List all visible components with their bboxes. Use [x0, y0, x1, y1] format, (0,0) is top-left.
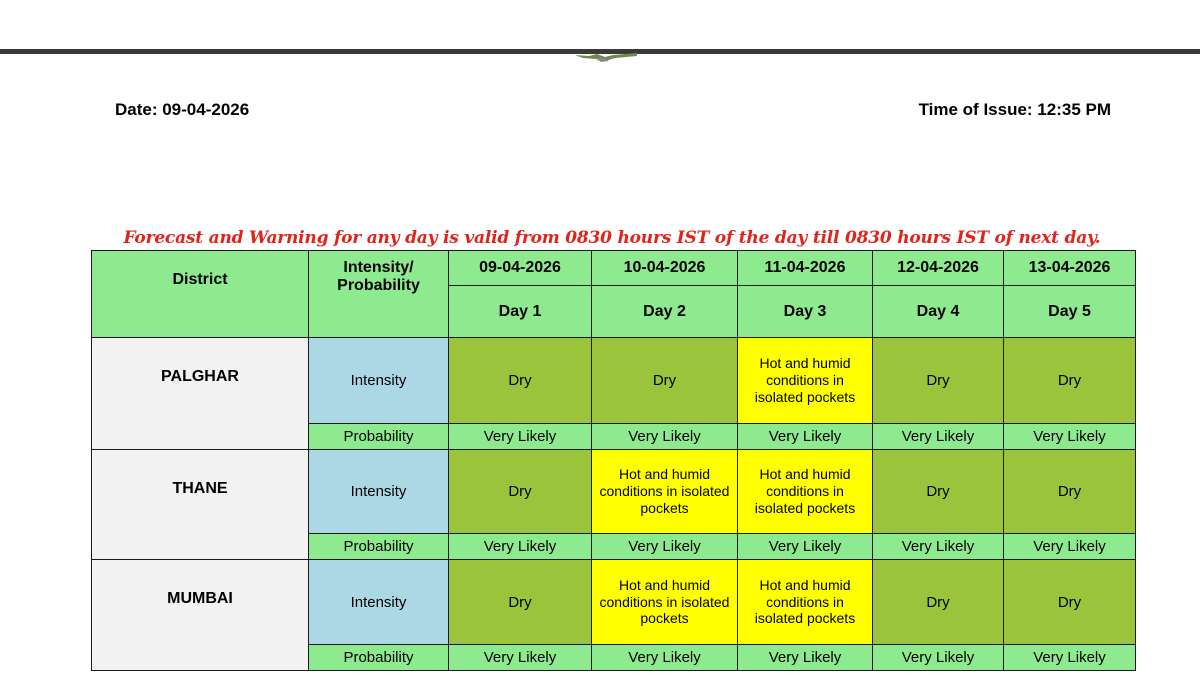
probability-cell: Very Likely: [1004, 645, 1136, 671]
intensity-probability-header: Intensity/ Probability: [309, 251, 449, 338]
date-header: 13-04-2026: [1004, 251, 1136, 286]
intensity-cell: Dry: [873, 450, 1004, 534]
probability-cell: Very Likely: [449, 534, 592, 560]
intensity-cell: Dry: [449, 338, 592, 424]
probability-cell: Very Likely: [592, 534, 738, 560]
intensity-cell: Hot and humid conditions in isolated pockets: [738, 560, 873, 645]
probability-cell: Very Likely: [449, 424, 592, 450]
probability-cell: Very Likely: [873, 424, 1004, 450]
district-name: THANE: [92, 450, 309, 560]
district-name: MUMBAI: [92, 560, 309, 671]
intensity-cell: Dry: [449, 560, 592, 645]
intensity-cell: Dry: [449, 450, 592, 534]
probability-label: Probability: [309, 424, 449, 450]
probability-cell: Very Likely: [738, 534, 873, 560]
probability-cell: Very Likely: [592, 424, 738, 450]
probability-cell: Very Likely: [873, 645, 1004, 671]
day-header: Day 1: [449, 286, 592, 338]
table-row: [92, 450, 1136, 534]
day-header: Day 5: [1004, 286, 1136, 338]
probability-cell: Very Likely: [1004, 534, 1136, 560]
intensity-label: Intensity: [309, 560, 449, 645]
intensity-label: Intensity: [309, 450, 449, 534]
date-header: 10-04-2026: [592, 251, 738, 286]
table-row: [92, 560, 1136, 645]
intensity-cell: Hot and humid conditions in isolated pockets: [592, 560, 738, 645]
validity-note: Forecast and Warning for any day is valid from 0830 hours IST of the day till 0830 hours IST of next day.: [123, 228, 1101, 248]
district-name: PALGHAR: [92, 338, 309, 450]
intensity-cell: Dry: [873, 560, 1004, 645]
intensity-cell: Hot and humid conditions in isolated pockets: [738, 450, 873, 534]
day-header: Day 3: [738, 286, 873, 338]
issue-date: Date: 09-04-2026: [115, 100, 250, 119]
day-header: Day 2: [592, 286, 738, 338]
intensity-cell: Dry: [1004, 338, 1136, 424]
probability-cell: Very Likely: [592, 645, 738, 671]
probability-cell: Very Likely: [873, 534, 1004, 560]
probability-cell: Very Likely: [1004, 424, 1136, 450]
date-header: 11-04-2026: [738, 251, 873, 286]
intensity-cell: Dry: [1004, 450, 1136, 534]
table-row: [92, 338, 1136, 424]
time-of-issue: Time of Issue: 12:35 PM: [918, 100, 1111, 119]
intensity-cell: Hot and humid conditions in isolated pockets: [592, 450, 738, 534]
intensity-cell: Dry: [873, 338, 1004, 424]
intensity-cell: Dry: [1004, 560, 1136, 645]
probability-cell: Very Likely: [738, 424, 873, 450]
probability-cell: Very Likely: [449, 645, 592, 671]
probability-label: Probability: [309, 534, 449, 560]
probability-cell: Very Likely: [738, 645, 873, 671]
date-header: 12-04-2026: [873, 251, 1004, 286]
intensity-cell: Hot and humid conditions in isolated pockets: [738, 338, 873, 424]
intensity-cell: Dry: [592, 338, 738, 424]
forecast-table: [91, 250, 1136, 671]
day-header: Day 4: [873, 286, 1004, 338]
probability-label: Probability: [309, 645, 449, 671]
district-header: District: [92, 251, 309, 338]
date-header: 09-04-2026: [449, 251, 592, 286]
logo-fragment-icon: [575, 53, 637, 62]
intensity-label: Intensity: [309, 338, 449, 424]
